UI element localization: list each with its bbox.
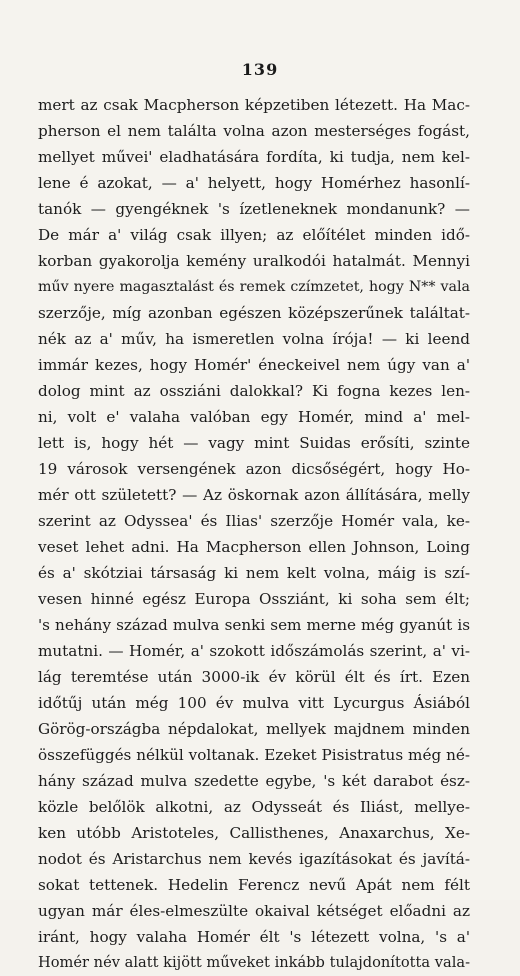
text-line: ken utóbb Aristoteles, Callisthenes, Anaxarchus, Xe- xyxy=(38,824,470,842)
text-line: mutatni. — Homér, a' szokott időszámolás szerint, a' vi- xyxy=(38,642,470,660)
text-line: mér ott született? — Az öskornak azon állítására, melly xyxy=(38,486,470,504)
text-line: sokat tettenek. Hedelin Ferencz nevű Apát nem félt xyxy=(38,876,470,894)
text-line: Homér név alatt kijött műveket inkább tulajdonította vala- xyxy=(38,954,470,971)
text-line: vesen hinné egész Europa Ossziánt, ki soha sem élt; xyxy=(38,590,470,608)
text-line: szerzője, míg azonban egészen középszerűnek találtat- xyxy=(38,304,470,322)
text-line: közle belőlök alkotni, az Odysseát és Iliást, mellye- xyxy=(38,798,470,816)
text-line: mellyet művei' eladhatására fordíta, ki tudja, nem kel- xyxy=(38,148,470,166)
text-line: nodot és Aristarchus nem kevés igazításokat és javítá- xyxy=(38,850,470,868)
text-line: mert az csak Macpherson képzetiben létezett. Ha Mac- xyxy=(38,96,470,114)
text-line: lett is, hogy hét — vagy mint Suidas erősíti, szinte xyxy=(38,434,470,452)
text-line: Görög-országba népdalokat, mellyek majdnem minden xyxy=(38,720,470,738)
text-line: ugyan már éles-elmeszülte okaival kétséget előadni az xyxy=(38,902,470,920)
text-line: dolog mint az ossziáni dalokkal? Ki fogna kezes len- xyxy=(38,382,470,400)
text-line: nék az a' műv, ha ismeretlen volna írója! — ki leend xyxy=(38,330,470,348)
text-line: korban gyakorolja kemény uralkodói hatalmát. Mennyi xyxy=(38,252,470,270)
text-line: 19 városok versengének azon dicsőségért, hogy Ho- xyxy=(38,460,470,478)
text-line: De már a' világ csak illyen; az előítélet minden idő- xyxy=(38,226,470,244)
text-line: iránt, hogy valaha Homér élt 's létezett volna, 's a' xyxy=(38,928,470,946)
text-line: ni, volt e' valaha valóban egy Homér, mind a' mel- xyxy=(38,408,470,426)
text-line: összefüggés nélkül voltanak. Ezeket Pisistratus még né- xyxy=(38,746,470,764)
text-line: veset lehet adni. Ha Macpherson ellen Johnson, Loing xyxy=(38,538,470,556)
text-line: szerint az Odyssea' és Ilias' szerzője Homér vala, ke- xyxy=(38,512,470,530)
text-line: 's nehány század mulva senki sem merne még gyanút is xyxy=(38,616,470,634)
text-line: pherson el nem találta volna azon mesterséges fogást, xyxy=(38,122,470,140)
text-line: és a' skótziai társaság ki nem kelt volna, máig is szí- xyxy=(38,564,470,582)
page-number: 139 xyxy=(241,60,279,79)
text-line: lág teremtése után 3000-ik év körül élt és írt. Ezen xyxy=(38,668,470,686)
text-line: hány század mulva szedette egybe, 's két darabot ész- xyxy=(38,772,470,790)
text-line: időtűj után még 100 év mulva vitt Lycurgus Ásiából xyxy=(38,694,470,712)
text-line: immár kezes, hogy Homér' éneckeivel nem úgy van a' xyxy=(38,356,470,374)
body-text xyxy=(38,92,470,976)
text-line: műv nyere magasztalást és remek czímzetet, hogy N** vala xyxy=(38,279,470,295)
text-line: lene é azokat, — a' helyett, hogy Homérhez hasonlí- xyxy=(38,174,470,192)
text-line: tanók — gyengéknek 's ízetleneknek mondanunk? — xyxy=(38,200,470,218)
